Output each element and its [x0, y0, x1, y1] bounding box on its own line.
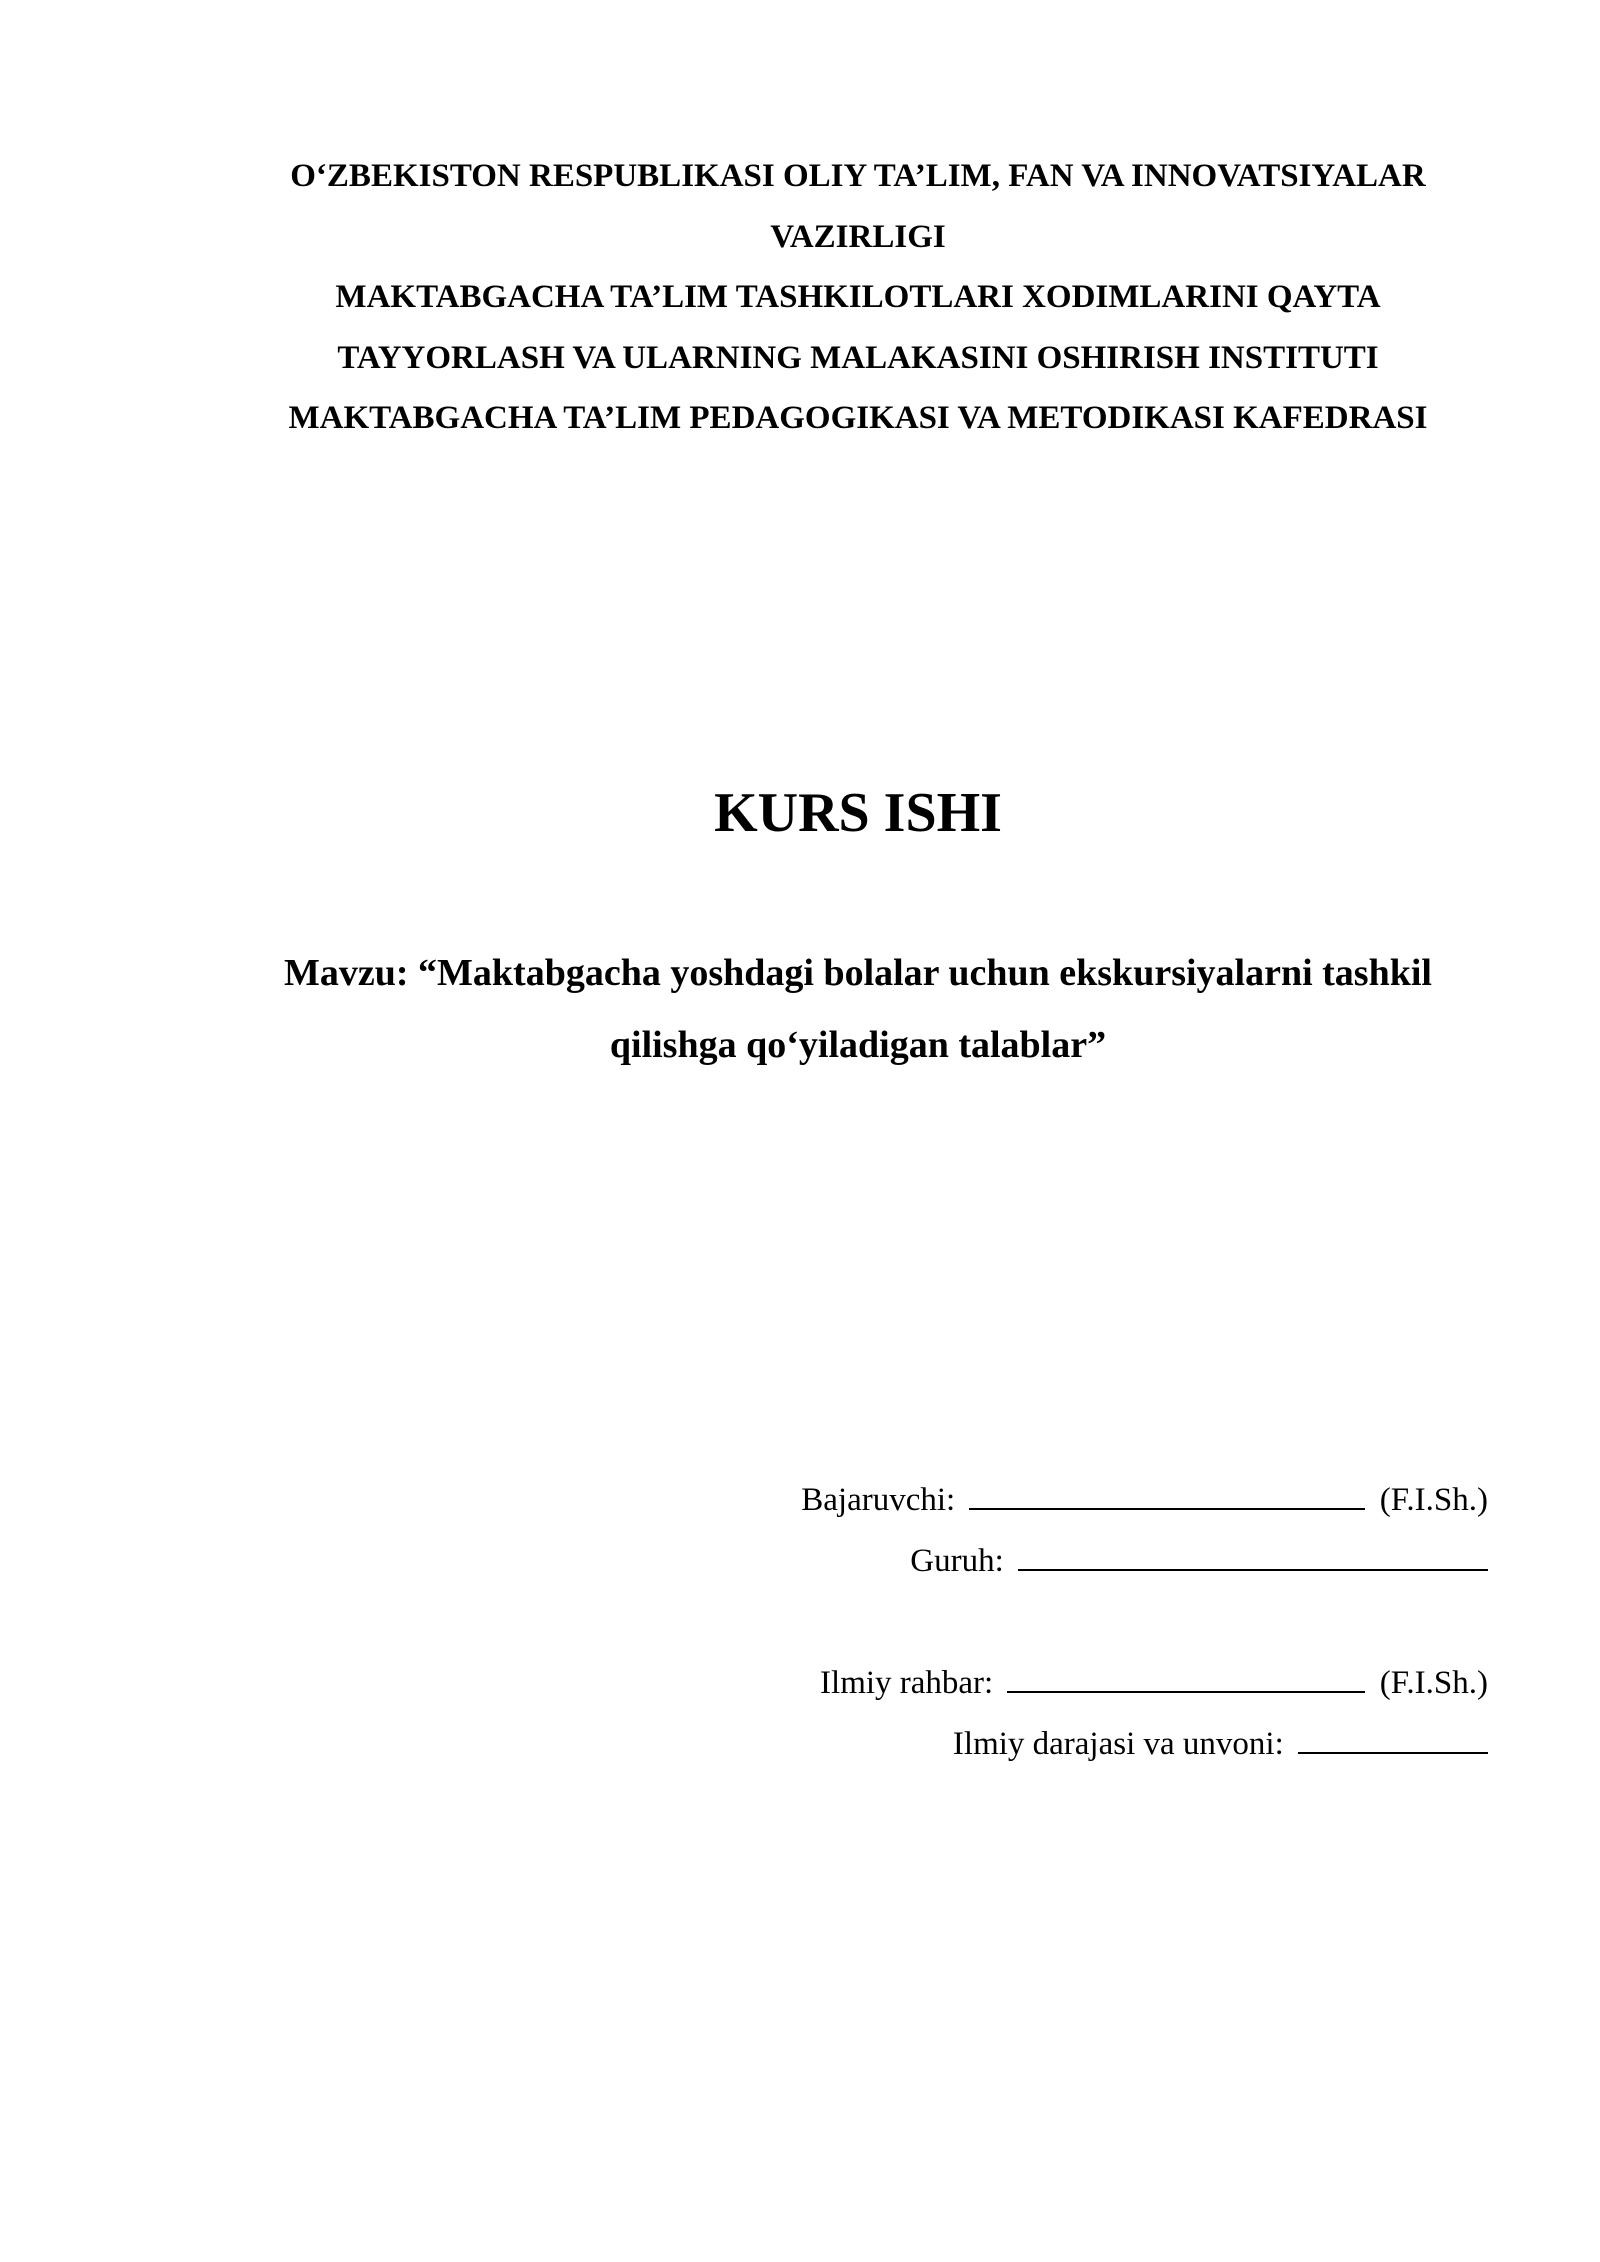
- topic-line-2: qilishga qo‘yiladigan talablar”: [609, 1024, 1107, 1066]
- group-label: Guruh:: [910, 1543, 1004, 1579]
- executor-suffix: (F.I.Sh.): [1379, 1482, 1488, 1518]
- degree-label: Ilmiy darajasi va unvoni:: [952, 1726, 1284, 1762]
- executor-row: [801, 1476, 1488, 1520]
- header-line-5: MAKTABGACHA TA’LIM PEDAGOGIKASI VA METODIKASI KAFEDRASI: [288, 400, 1428, 436]
- institution-header: [200, 146, 1516, 449]
- topic-block: [200, 937, 1516, 1081]
- group-row: [910, 1537, 1488, 1581]
- executor-blank-line: [969, 1476, 1365, 1510]
- document-title: KURS ISHI: [714, 782, 1002, 844]
- group-blank-line: [1018, 1537, 1488, 1571]
- header-line-2: VAZIRLIGI: [770, 218, 946, 255]
- header-line-4: TAYYORLASH VA ULARNING MALAKASINI OSHIRISH INSTITUTI: [337, 339, 1379, 376]
- supervisor-suffix: (F.I.Sh.): [1379, 1665, 1488, 1701]
- supervisor-label: Ilmiy rahbar:: [820, 1665, 994, 1701]
- header-line-1: O‘ZBEKISTON RESPUBLIKASI OLIY TA’LIM, FAN VA INNOVATSIYALAR: [290, 158, 1426, 194]
- header-line-3: MAKTABGACHA TA’LIM TASHKILOTLARI XODIMLARINI QAYTA: [335, 279, 1381, 315]
- degree-row: [953, 1720, 1488, 1764]
- supervisor-row: [820, 1659, 1488, 1703]
- topic-line-1: Mavzu: “Maktabgacha yoshdagi bolalar uchun ekskursiyalarni tashkil: [284, 952, 1432, 994]
- supervisor-blank-line: [1007, 1659, 1365, 1693]
- degree-blank-line: [1298, 1720, 1488, 1754]
- executor-label: Bajaruvchi:: [801, 1482, 956, 1518]
